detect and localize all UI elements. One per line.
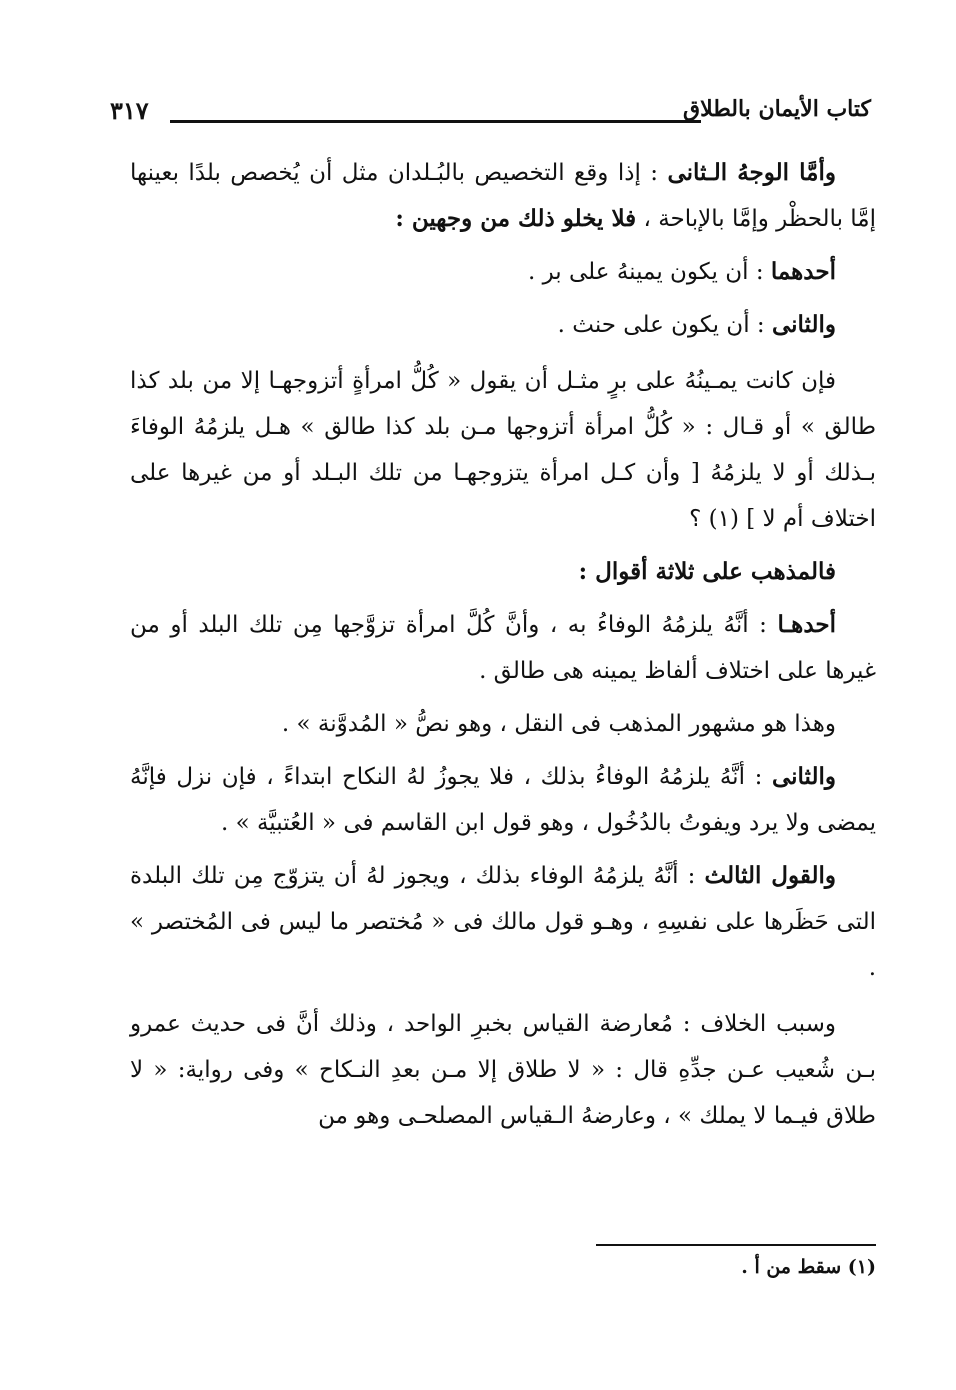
paragraph-lead: أحدهما xyxy=(770,258,836,285)
paragraph-text: : أن يكون يمينهُ على بر . xyxy=(527,259,771,285)
paragraph-text: : أنَّهُ يلزمُهُ الوفاء بذلك ، ويجوز لهُ أن يتزوّج مِن تلك البلدة التى حَظَرها على نفسِهِ ، وهـو قول مالك فى « مُختصر ما ليس فى المُختصر » . xyxy=(130,863,876,981)
paragraph-lead: والقول الثالث xyxy=(704,862,836,889)
paragraph-lead: والثانى xyxy=(771,311,836,338)
chapter-title: كتاب الأيمان بالطلاق xyxy=(683,96,871,122)
paragraph-tail: فلا يخلو ذلك من وجهين : xyxy=(395,205,637,232)
paragraph xyxy=(130,249,876,295)
paragraph xyxy=(130,602,876,694)
paragraph-lead: فالمذهب على ثلاثة أقوال : xyxy=(578,558,836,585)
footnote-rule xyxy=(596,1244,876,1246)
paragraph xyxy=(130,358,876,542)
paragraph-lead: والثانى xyxy=(771,763,836,790)
paragraph xyxy=(130,1001,876,1139)
header-rule xyxy=(170,120,701,123)
paragraph-text: وهذا هو مشهور المذهب فى النقل ، وهو نصُّ « المُدوَّنة » . xyxy=(281,711,836,737)
paragraph-text: : أنَّهُ يلزمُهُ الوفاءُ بذلك ، فلا يجوزُ لهُ النكاح ابتداءً ، فإن نزل فإنَّهُ يمضى ولا يرد ويفوتُ بالدُخُول ، وهو قول ابن القاسم فى « العُتبيَّة » . xyxy=(130,764,876,836)
paragraph xyxy=(130,754,876,846)
paragraph xyxy=(130,549,876,595)
paragraph-text: وسبب الخلاف : مُعارضة القياس بخبرِ الواحد ، وذلك أنَّ فى حديث عمرو بـن شُعيب عـن جدِّهِ قال : « لا طلاق إلا مـن بعدِ النـكاح » وفى رواية: « لا طلاق فيـما لا يملك » ، وعارضهُ الـقياس المصلحـى وهو من xyxy=(130,1011,876,1129)
page-number: ٣١٧ xyxy=(110,96,149,125)
paragraph-text: : إذا وقع التخصيص بالبُـلدان مثل أن يُخصص بلدًا بعينها إمَّا بالحظْر وإمَّا بالإباحة ، xyxy=(130,160,876,232)
paragraph-lead: أحدهـا xyxy=(777,611,836,638)
footnote: (١) سقط من أ . xyxy=(741,1256,876,1278)
paragraph xyxy=(130,701,876,747)
paragraph-text: : أن يكون على حنث . xyxy=(557,312,772,338)
paragraph-text: : أنَّهُ يلزمُهُ الوفاءُ به ، وأنَّ كُلَّ امرأة تزوَّجها مِن تلك البلد أو من غيرها على اختلاف ألفاظ يمينه هى طالق . xyxy=(130,612,876,684)
page-header xyxy=(110,96,871,132)
paragraph xyxy=(130,302,876,348)
paragraph xyxy=(130,853,876,991)
paragraph-lead: وأمَّا الوجهُ الـثانى xyxy=(667,159,836,186)
page-body xyxy=(130,150,876,1146)
paragraph xyxy=(130,150,876,242)
paragraph-text: فإن كانت يمـينُهُ على برٍ مثـل أن يقول « كُلُّ امرأةٍ أتزوجهـا إلا من بلد كذا طالق » أو قـال : « كُلُّ امرأة أتزوجها مـن بلد كذا طالق » هـل يلزمُهُ الوفاءَ بـذلك أو لا يلزمُهُ [ وأن كـل امرأة يتزوجهـا من تلك البـلد أو من غيرها على اختلاف أم لا ] (١) ؟ xyxy=(130,368,876,532)
